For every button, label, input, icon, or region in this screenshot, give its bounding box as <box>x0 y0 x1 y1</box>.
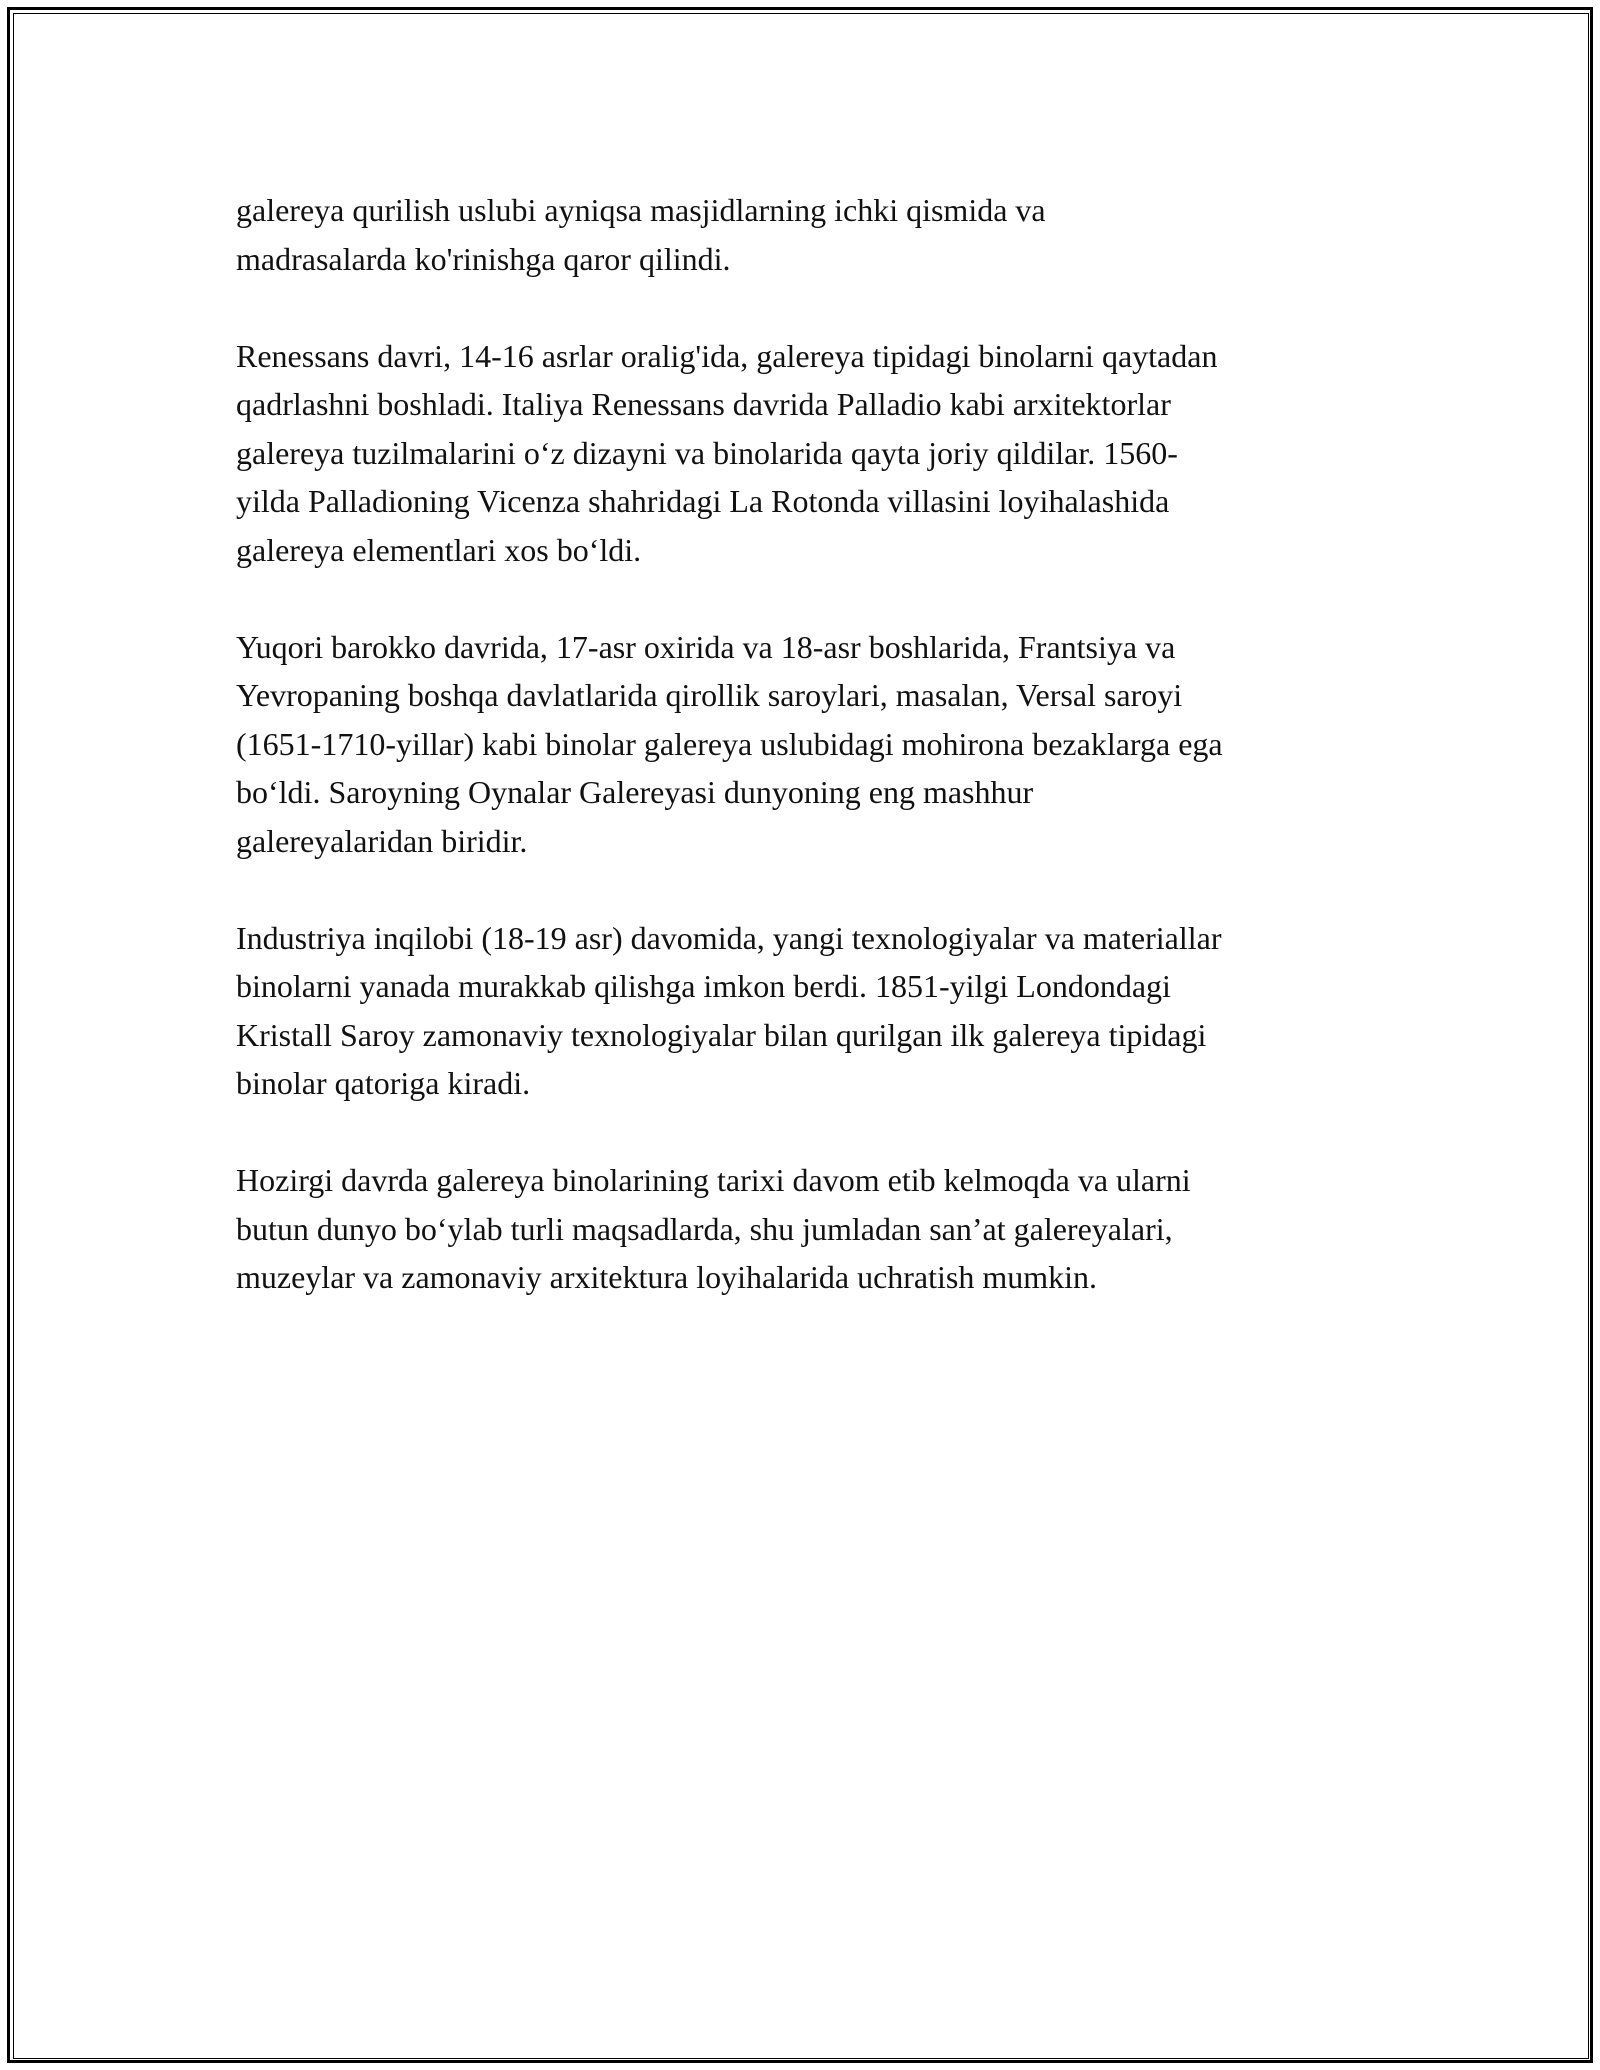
text-line: butun dunyo bo‘ylab turli maqsadlarda, shu jumladan san’at galereyalari, <box>236 1210 1173 1247</box>
text-line: madrasalarda ko'rinishga qaror qilindi. <box>236 240 731 277</box>
text-line: bo‘ldi. Saroyning Oynalar Galereyasi dunyoning eng mashhur <box>236 774 1034 810</box>
text-line: (1651-1710-yillar) kabi binolar galereya uslubidagi mohirona bezaklarga ega <box>236 725 1223 762</box>
text-line: Kristall Saroy zamonaviy texnologiyalar bilan qurilgan ilk galereya tipidagi <box>236 1016 1207 1053</box>
text-line: galereya tuzilmalarini o‘z dizayni va binolarida qayta joriy qildilar. 1560- <box>236 434 1178 471</box>
text-line: Industriya inqilobi (18-19 asr) davomida, yangi texnologiyalar va materiallar <box>236 919 1222 956</box>
paragraph-3 <box>236 623 1376 866</box>
paragraph-2 <box>236 332 1376 575</box>
paragraph-5 <box>236 1156 1376 1302</box>
text-line: binolar qatoriga kiradi. <box>236 1065 531 1101</box>
text-line: Yuqori barokko davrida, 17-asr oxirida va 18-asr boshlarida, Frantsiya va <box>236 628 1176 665</box>
text-line: yilda Palladioning Vicenza shahridagi La Rotonda villasini loyihalashida <box>236 483 1170 519</box>
text-line: galereyalaridan biridir. <box>236 822 528 859</box>
paragraph-1 <box>236 186 1376 283</box>
text-line: muzeylar va zamonaviy arxitektura loyihalarida uchratish mumkin. <box>236 1259 1098 1295</box>
document-body <box>236 186 1376 1350</box>
text-line: Yevropaning boshqa davlatlarida qirollik saroylari, masalan, Versal saroyi <box>236 677 1183 713</box>
text-line: Renessans davri, 14-16 asrlar oralig'ida, galereya tipidagi binolarni qaytadan <box>236 337 1218 374</box>
text-line: binolarni yanada murakkab qilishga imkon berdi. 1851-yilgi Londondagi <box>236 968 1171 1004</box>
text-line: qadrlashni boshladi. Italiya Renessans davrida Palladio kabi arxitektorlar <box>236 386 1171 422</box>
text-line: galereya elementlari xos bo‘ldi. <box>236 531 642 568</box>
paragraph-4 <box>236 914 1376 1108</box>
text-line: Hozirgi davrda galereya binolarining tarixi davom etib kelmoqda va ularni <box>236 1162 1191 1198</box>
text-line: galereya qurilish uslubi ayniqsa masjidlarning ichki qismida va <box>236 192 1046 228</box>
